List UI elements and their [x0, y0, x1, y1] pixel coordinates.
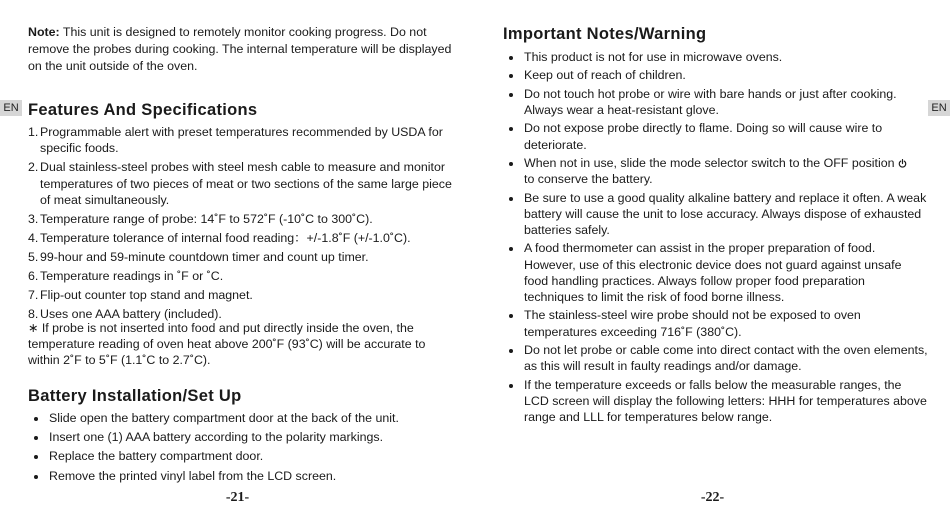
warning-item: When not in use, slide the mode selector switch to the OFF position to conserve the battery.: [503, 155, 928, 187]
intro-note-text: This unit is designed to remotely monitor cooking progress. Do not remove the probes during cooking. The internal temperature will be displayed on the unit outside of the oven.: [28, 25, 452, 73]
warning-item: This product is not for use in microwave ovens.: [503, 49, 928, 65]
battery-step: Replace the battery compartment door.: [28, 448, 453, 464]
feature-item: 3. Temperature range of probe: 14˚F to 572˚F (-10˚C to 300˚C).: [28, 212, 373, 227]
features-list: [28, 124, 453, 325]
warning-item: A food thermometer can assist in the proper preparation of food. However, use of this electronic device does not guard against unsafe food handling practices. Always follow proper food preparation techniques to limit the risk of food borne illness.: [503, 240, 928, 305]
feature-item: 2. Dual stainless-steel probes with steel mesh cable to measure and monitor temperatures of two pieces of meat or two sections of the same large piece of meat simultaneously.: [28, 160, 452, 208]
language-tab-en: EN: [928, 100, 950, 116]
warning-item: Do not expose probe directly to flame. Doing so will cause wire to deteriorate.: [503, 120, 928, 152]
features-footnote: ∗ If probe is not inserted into food and put directly inside the oven, the temperature reading of oven heat above 200˚F (93˚C) will be accurate to within 2˚F to 5˚F (1.1˚C to 2.7˚C).: [28, 321, 426, 367]
warning-item: If the temperature exceeds or falls below the measurable ranges, the LCD screen will display the following letters: HHH for temperatures above range and LLL for temperatures below range.: [503, 377, 928, 426]
page-number-left: -21-: [225, 490, 250, 505]
page-number-right: -22-: [700, 490, 725, 505]
battery-step: Slide open the battery compartment door at the back of the unit.: [28, 410, 453, 426]
warning-item: Do not touch hot probe or wire with bare hands or just after cooking. Always wear a heat-resistant glove.: [503, 86, 928, 118]
feature-item: 6. Temperature readings in ˚F or ˚C.: [28, 269, 224, 284]
feature-item: 8. Uses one AAA battery (included).: [28, 307, 222, 322]
warning-item: Do not let probe or cable come into direct contact with the oven elements, as this will result in faulty readings and/or damage.: [503, 342, 928, 374]
battery-steps-list: [28, 410, 453, 487]
right-page: [475, 0, 950, 531]
feature-item: 4. Temperature tolerance of internal food reading：+/-1.8˚F (+/-1.0˚C).: [28, 231, 411, 246]
warning-list: [503, 49, 928, 427]
warning-item: Be sure to use a good quality alkaline battery and replace it often. A weak battery will cause the unit to lose accuracy. Always dispose of exhausted batteries safely.: [503, 190, 928, 239]
language-tab-en: EN: [0, 100, 22, 116]
battery-step: Remove the printed vinyl label from the LCD screen.: [28, 468, 453, 484]
intro-note-label: Note:: [28, 25, 60, 39]
battery-step: Insert one (1) AAA battery according to the polarity markings.: [28, 429, 453, 445]
feature-item: 1. Programmable alert with preset temperatures recommended by USDA for specific foods.: [28, 125, 443, 156]
features-heading: Features And Specifications: [28, 101, 258, 119]
feature-item: 5. 99-hour and 59-minute countdown timer and count up timer.: [28, 250, 369, 265]
power-icon: [898, 159, 907, 168]
warning-item: The stainless-steel wire probe should not be exposed to oven temperatures exceeding 716˚F (380˚C).: [503, 307, 928, 339]
battery-heading: Battery Installation/Set Up: [28, 387, 242, 405]
notes-heading: Important Notes/Warning: [503, 25, 707, 43]
warning-item: Keep out of reach of children.: [503, 67, 928, 83]
feature-item: 7. Flip-out counter top stand and magnet.: [28, 288, 253, 303]
intro-note: [28, 24, 453, 75]
